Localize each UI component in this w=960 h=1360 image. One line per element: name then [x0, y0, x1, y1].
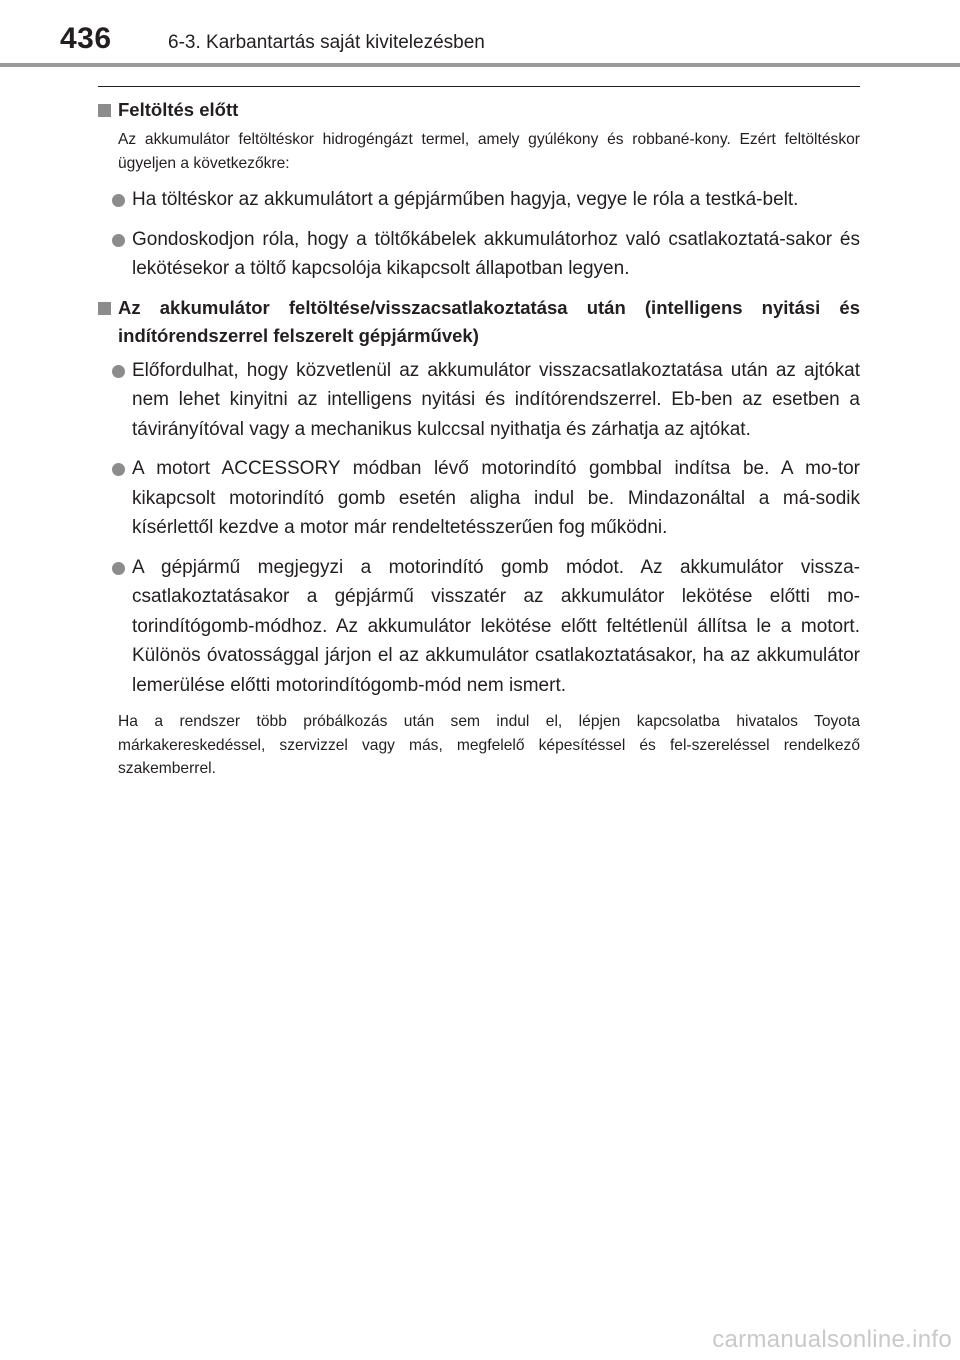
list-item [98, 454, 860, 543]
section-heading [98, 96, 860, 124]
list-item-text: Gondoskodjon róla, hogy a töltőkábelek akkumulátorhoz való csatlakoztatá-sakor és lekötésekor a töltő kapcsolója kikapcsolt állapotban legyen. [132, 228, 860, 279]
list-item-text: Ha töltéskor az akkumulátort a gépjárműben hagyja, vegye le róla a testká-belt. [132, 189, 799, 210]
circle-bullet-icon [112, 234, 125, 247]
square-bullet-icon [98, 302, 111, 315]
list-item-text: A motort ACCESSORY módban lévő motorindító gombbal indítsa be. A mo-tor kikapcsolt motorindító gomb esetén aligha indul be. Mindazonáltal a má-sodik kísérlettől kezdve a motor már rendeltetésszerűen fog működni. [132, 458, 860, 538]
list-item [98, 553, 860, 701]
list-item [98, 185, 860, 215]
circle-bullet-icon [112, 365, 125, 378]
watermark: carmanualsonline.info [712, 1326, 952, 1353]
list-item [98, 225, 860, 284]
heading-text: Feltöltés előtt [118, 99, 239, 120]
square-bullet-icon [98, 104, 111, 117]
footer-note: Ha a rendszer több próbálkozás után sem indul el, lépjen kapcsolatba hivatalos Toyota márkakereskedéssel, szervizzel vagy más, megfelelő képesítéssel és fel-szereléssel rendelkező szakemberrel. [118, 713, 860, 777]
content-divider [98, 86, 860, 87]
list-item-text: Előfordulhat, hogy közvetlenül az akkumulátor visszacsatlakoztatása után az ajtókat nem lehet kinyitni az intelligens nyitási és indítórendszerrel. Eb-ben az esetben a távirányítóval vagy a mechanikus kulccsal nyithatja és zárhatja az ajtókat. [132, 359, 860, 440]
section-title: 6-3. Karbantartás saját kivitelezésben [168, 32, 485, 53]
intro-note: Az akkumulátor feltöltéskor hidrogéngázt termel, amely gyúlékony és robbané-kony. Ezért feltöltéskor ügyeljen a következőkre: [118, 131, 860, 172]
circle-bullet-icon [112, 562, 125, 575]
heading-text: Az akkumulátor feltöltése/visszacsatlakoztatása után (intelligens nyitási és indítórendszerrel felszerelt gépjárművek) [118, 296, 860, 346]
circle-bullet-icon [112, 194, 125, 207]
circle-bullet-icon [112, 463, 125, 476]
section-heading [98, 294, 860, 350]
page-content [98, 94, 860, 781]
list-item-text: A gépjármű megjegyzi a motorindító gomb módot. Az akkumulátor vissza-csatlakoztatásakor a gépjármű visszatér az akkumulátor lekötése előtti mo-torindítógomb-módhoz. Az akkumulátor lekötése előtt feltétlenül állítsa le a motort. Különös óvatossággal járjon el az akkumulátor csatlakoztatásakor, ha az akkumulátor lemerülése előtti motorindítógomb-mód nem ismert. [132, 556, 860, 696]
page-number: 436 [60, 22, 112, 55]
header-divider [0, 63, 960, 67]
list-item [98, 356, 860, 445]
